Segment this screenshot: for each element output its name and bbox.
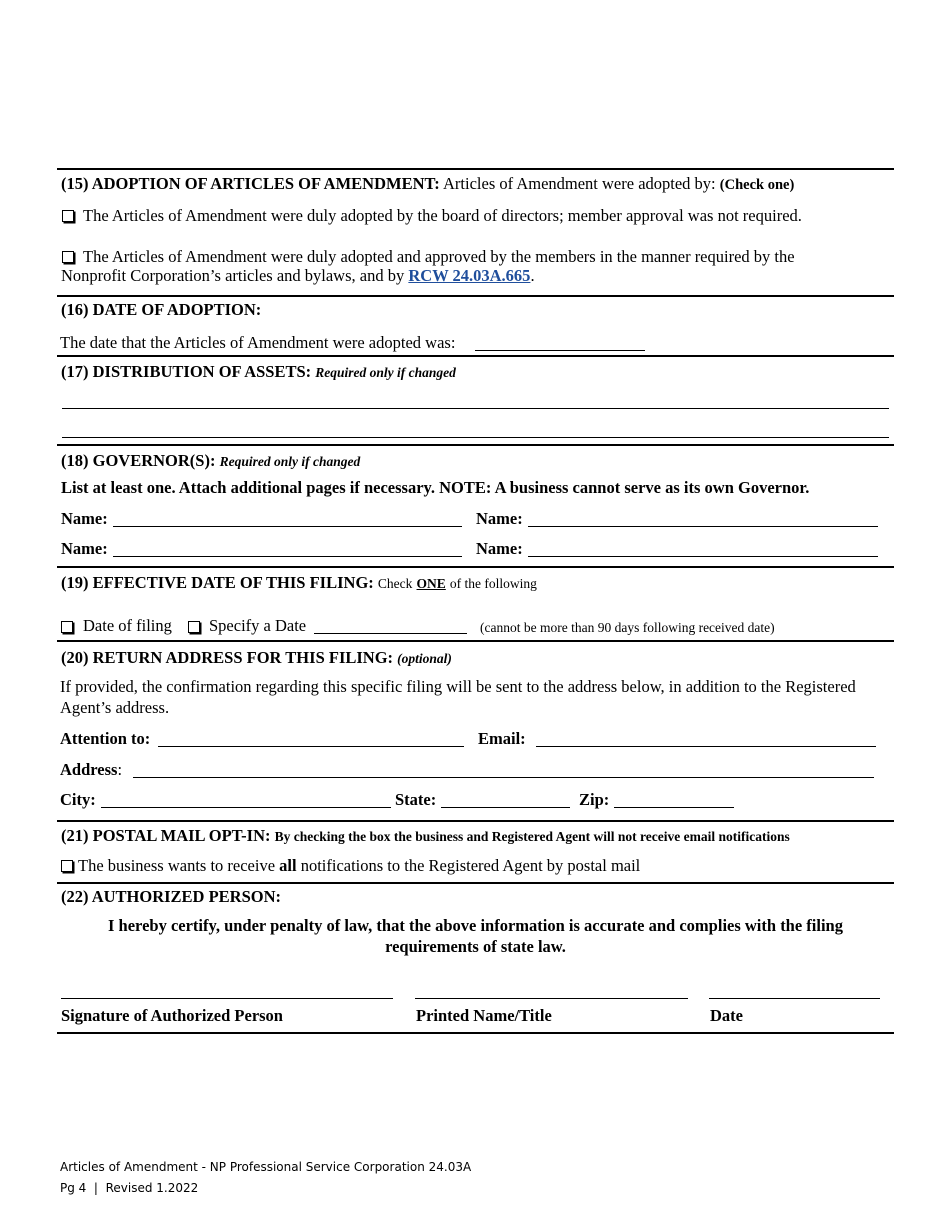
divider xyxy=(57,168,894,170)
members-approved-label-line1: The Articles of Amendment were duly adopted and approved by the members in the manner required by the xyxy=(83,247,795,266)
state-label: State: xyxy=(395,790,437,809)
governor-name-field-3[interactable] xyxy=(113,556,462,557)
name-label: Name: xyxy=(476,539,523,558)
section-21-heading: (21) POSTAL MAIL OPT-IN: xyxy=(61,826,271,845)
distribution-line-1[interactable] xyxy=(62,408,889,409)
section-19-heading: (19) EFFECTIVE DATE OF THIS FILING: xyxy=(61,573,374,592)
members-approved-checkbox[interactable] xyxy=(62,251,74,263)
check-text: Check xyxy=(377,576,413,591)
date-of-filing-checkbox[interactable] xyxy=(61,621,73,633)
certification-line1: I hereby certify, under penalty of law, that the above information is accurate and complies with the filing xyxy=(108,916,843,935)
divider xyxy=(57,566,894,568)
name-label: Name: xyxy=(61,539,108,558)
address-label-wrap xyxy=(60,760,122,780)
governor-name-field-4[interactable] xyxy=(528,556,878,557)
distribution-line-2[interactable] xyxy=(62,437,889,438)
postal-mail-text: The business wants to receive xyxy=(78,856,276,875)
section-15-heading: (15) ADOPTION OF ARTICLES OF AMENDMENT: xyxy=(61,174,440,193)
section-18-note: Required only if changed xyxy=(219,454,361,469)
check-text: of the following xyxy=(449,576,537,591)
city-label: City: xyxy=(60,790,96,809)
zip-field[interactable] xyxy=(614,807,734,808)
email-field[interactable] xyxy=(536,746,876,747)
governor-instruction: List at least one. Attach additional pages if necessary. NOTE: A business cannot serve as its own Governor. xyxy=(61,478,810,497)
period: . xyxy=(530,266,535,285)
attention-label: Attention to: xyxy=(60,729,151,748)
section-20-header xyxy=(61,648,452,669)
adoption-date-field[interactable] xyxy=(475,350,645,351)
section-18-header xyxy=(61,451,360,472)
divider xyxy=(57,355,894,357)
section-15-text: Articles of Amendment were adopted by: xyxy=(443,174,716,193)
return-address-text-line2: Agent’s address. xyxy=(60,698,170,717)
adoption-date-label: The date that the Articles of Amendment were adopted was: xyxy=(60,333,456,352)
section-17-heading: (17) DISTRIBUTION OF ASSETS: xyxy=(61,362,312,381)
section-17-note: Required only if changed xyxy=(315,365,456,380)
check-one-emphasis: ONE xyxy=(416,576,446,591)
signature-field[interactable] xyxy=(61,998,393,999)
section-20-note: (optional) xyxy=(397,651,452,666)
printed-name-label: Printed Name/Title xyxy=(416,1006,552,1025)
section-18-heading: (18) GOVERNOR(S): xyxy=(61,451,216,470)
board-adopted-label: The Articles of Amendment were duly adopted by the board of directors; member approval was not required. xyxy=(83,206,802,225)
attention-field[interactable] xyxy=(158,746,464,747)
divider xyxy=(57,295,894,297)
footer-title: Articles of Amendment - NP Professional Service Corporation 24.03A xyxy=(60,1160,472,1174)
board-adopted-checkbox[interactable] xyxy=(62,210,74,222)
zip-label: Zip: xyxy=(579,790,610,809)
city-field[interactable] xyxy=(101,807,391,808)
postal-mail-all: all xyxy=(279,856,297,875)
signature-date-field[interactable] xyxy=(709,998,880,999)
members-approved-label-line2 xyxy=(61,266,535,286)
name-label: Name: xyxy=(476,509,523,528)
name-label: Name: xyxy=(61,509,108,528)
section-22-heading: (22) AUTHORIZED PERSON: xyxy=(61,887,282,906)
divider xyxy=(57,444,894,446)
email-label: Email: xyxy=(478,729,526,748)
address-colon: : xyxy=(117,760,123,779)
return-address-text-line1: If provided, the confirmation regarding this specific filing will be sent to the address below, in addition to the Registered xyxy=(60,677,856,696)
governor-name-field-1[interactable] xyxy=(113,526,462,527)
section-21-note: By checking the box the business and Registered Agent will not receive email notifications xyxy=(274,829,790,844)
governor-name-field-2[interactable] xyxy=(528,526,878,527)
date-label: Date xyxy=(710,1006,743,1025)
divider xyxy=(57,820,894,822)
section-17-header xyxy=(61,362,456,383)
specify-date-label: Specify a Date xyxy=(209,616,307,635)
address-field[interactable] xyxy=(133,777,874,778)
signature-label: Signature of Authorized Person xyxy=(61,1006,283,1025)
postal-mail-label xyxy=(78,856,640,876)
postal-mail-checkbox[interactable] xyxy=(61,860,73,872)
section-19-header xyxy=(61,573,537,594)
divider xyxy=(57,882,894,884)
specify-date-field[interactable] xyxy=(314,633,467,634)
state-field[interactable] xyxy=(441,807,570,808)
printed-name-field[interactable] xyxy=(415,998,688,999)
section-20-heading: (20) RETURN ADDRESS FOR THIS FILING: xyxy=(61,648,394,667)
check-one-note: (Check one) xyxy=(719,177,795,193)
section-16-heading: (16) DATE OF ADOPTION: xyxy=(61,300,262,319)
members-approved-text: Nonprofit Corporation’s articles and bylaws, and by xyxy=(61,266,405,285)
footer-page: Pg 4 | Revised 1.2022 xyxy=(60,1181,199,1195)
address-label: Address xyxy=(60,760,118,779)
postal-mail-text: notifications to the Registered Agent by postal mail xyxy=(300,856,641,875)
section-15-header xyxy=(61,174,794,195)
rcw-link[interactable]: RCW 24.03A.665 xyxy=(408,266,531,285)
divider xyxy=(57,640,894,642)
date-of-filing-label: Date of filing xyxy=(83,616,172,635)
specify-date-checkbox[interactable] xyxy=(188,621,200,633)
divider xyxy=(57,1032,894,1034)
certification-line2: requirements of state law. xyxy=(385,937,566,956)
effective-date-note: (cannot be more than 90 days following received date) xyxy=(480,620,775,635)
section-21-header xyxy=(61,826,790,847)
